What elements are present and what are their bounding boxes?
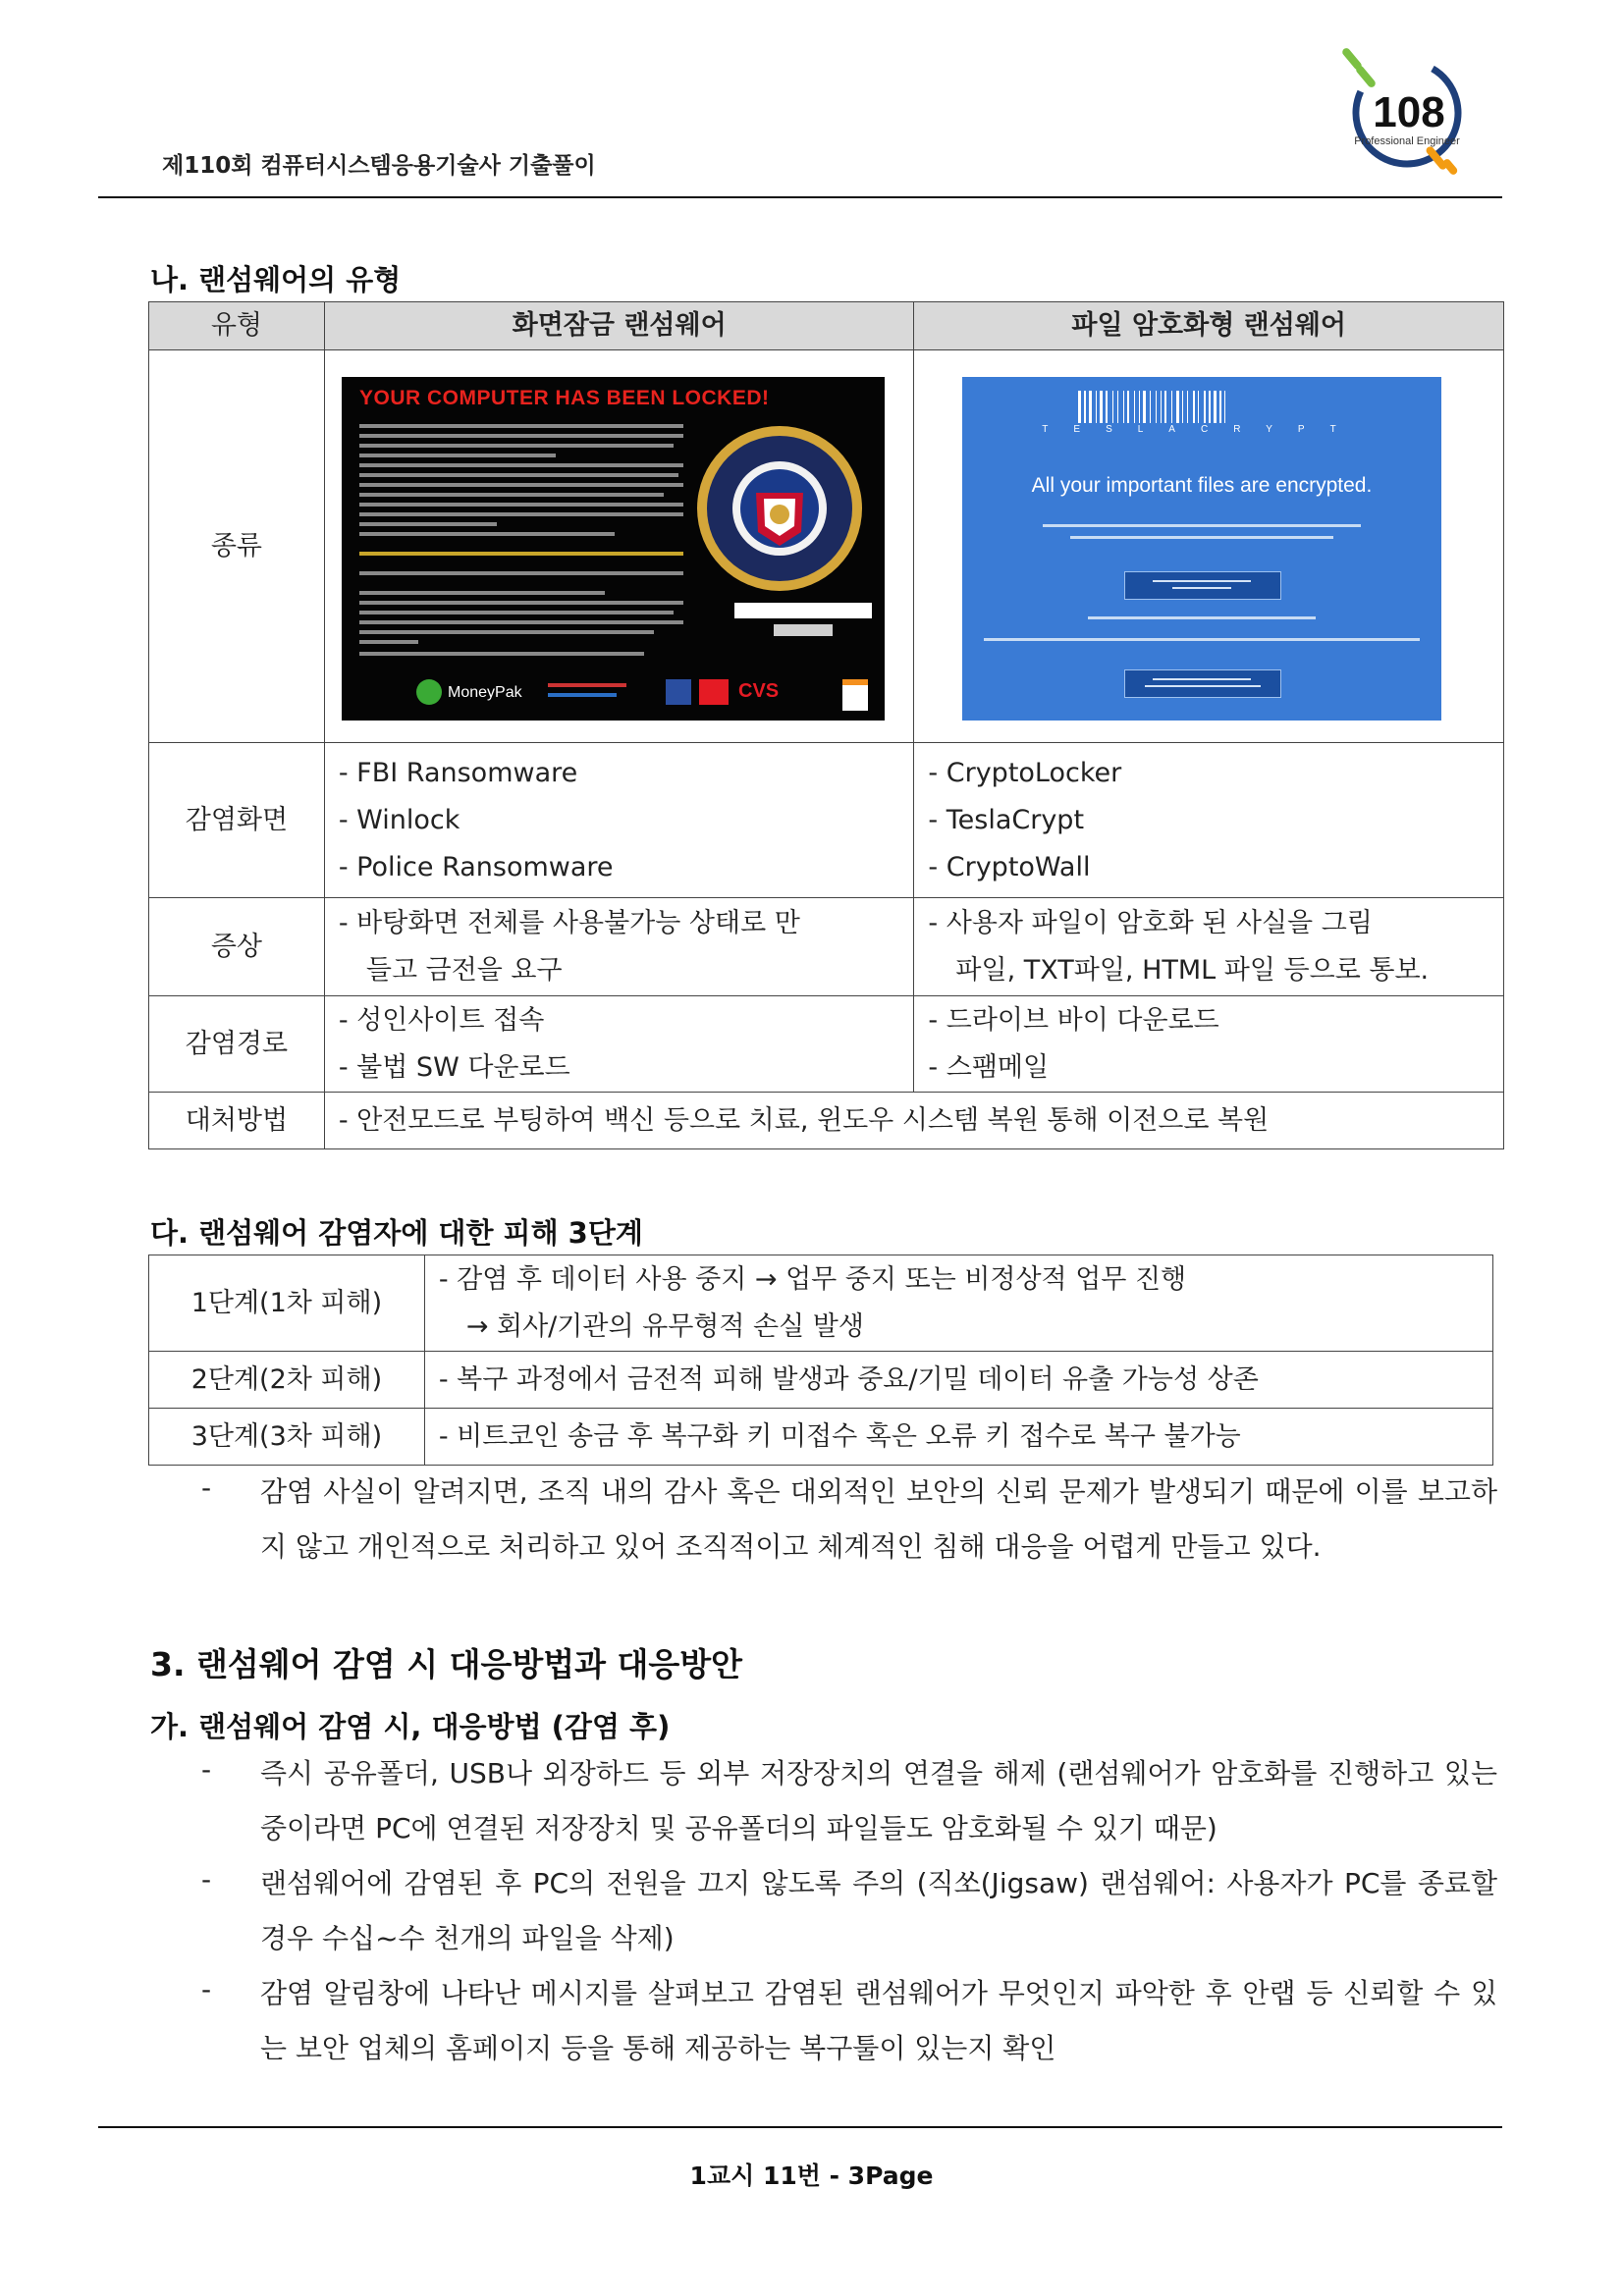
- cell-route-encrypt: [914, 996, 1504, 1093]
- logo: [1330, 34, 1483, 182]
- response-item: 즉시 공유폴더, USB나 외장하드 등 외부 저장장치의 연결을 해제 (랜섬웨어가 암호화를 진행하고 있는 중이라면 PC에 연결된 저장장치 및 공유폴더의 파일들도 암호화될 수 있기 때문): [260, 1757, 1497, 1844]
- teslacrypt-screenshot: [962, 377, 1441, 721]
- text-line: - 감염 후 데이터 사용 중지 → 업무 중지 또는 비정상적 업무 진행: [438, 1263, 1187, 1295]
- section-heading-types: 나. 랜섬웨어의 유형: [150, 263, 402, 296]
- text-line: 파일, TXT파일, HTML 파일 등으로 통보.: [955, 954, 1430, 986]
- list-item: - Winlock: [338, 804, 460, 835]
- text-line: - 성인사이트 접속: [338, 1004, 545, 1036]
- text-line: - 드라이브 바이 다운로드: [928, 1004, 1219, 1036]
- document-header-title: 제110회 컴퓨터시스템응용기술사 기출풀이: [162, 153, 596, 179]
- cell-infection-lock: [324, 743, 914, 898]
- purchase-key-bitcoin-button: [1124, 571, 1281, 600]
- row-label-symptom: 증상: [149, 898, 325, 996]
- bullet-dash: -: [201, 1471, 212, 1504]
- section-heading-response: 3. 랜섬웨어 감염 시 대응방법과 대응방안: [150, 1645, 742, 1683]
- stage-description: [424, 1255, 1492, 1352]
- text-line: 들고 금전을 요구: [365, 954, 563, 986]
- moneypak-label: MoneyPak: [448, 684, 522, 701]
- list-item: - CryptoLocker: [928, 757, 1122, 788]
- footer-divider: [98, 2126, 1502, 2128]
- logo-caption: Professional Engineer: [1354, 135, 1460, 147]
- header-divider: [98, 196, 1502, 198]
- stage-description: - 복구 과정에서 금전적 피해 발생과 중요/기밀 데이터 유출 가능성 상존: [424, 1352, 1492, 1409]
- subsection-heading-response-method: 가. 랜섬웨어 감염 시, 대응방법 (감염 후): [150, 1710, 671, 1743]
- cell-infection-encrypt: [914, 743, 1504, 898]
- cell-response: - 안전모드로 부팅하여 백신 등으로 치료, 윈도우 시스템 복원 통해 이전으로 복원: [324, 1093, 1503, 1149]
- purchase-key-paypal-button: [1124, 669, 1281, 698]
- text-line: - 불법 SW 다운로드: [338, 1051, 570, 1083]
- section-heading-damage: 다. 랜섬웨어 감염자에 대한 피해 3단계: [150, 1216, 643, 1250]
- bullet-dash: -: [201, 1753, 212, 1786]
- header-screen-lock: 화면잠금 랜섬웨어: [324, 302, 914, 350]
- header-type: 유형: [149, 302, 325, 350]
- text-line: - 스팸메일: [928, 1051, 1050, 1083]
- text-line: - 사용자 파일이 암호화 된 사실을 그림: [928, 907, 1373, 938]
- list-item: - TeslaCrypt: [928, 804, 1085, 835]
- fbi-lock-screenshot: [342, 377, 885, 721]
- cell-route-lock: [324, 996, 914, 1093]
- row-label-infection-screen: 감염화면: [149, 743, 325, 898]
- barcode-icon: [1078, 391, 1324, 423]
- cell-symptom-encrypt: [914, 898, 1504, 996]
- logo-number: 108: [1373, 88, 1445, 136]
- cell-symptom-lock: [324, 898, 914, 996]
- list-item: - FBI Ransomware: [338, 757, 578, 788]
- row-label-type: 종류: [149, 350, 325, 743]
- damage-stages-table: [148, 1255, 1493, 1466]
- fbi-seal-icon: [695, 424, 864, 593]
- stage-label: 1단계(1차 피해): [149, 1255, 425, 1352]
- cvs-label: CVS: [738, 680, 780, 702]
- header-file-encrypt: 파일 암호화형 랜섬웨어: [914, 302, 1504, 350]
- list-item: - Police Ransomware: [338, 851, 614, 882]
- response-item: 랜섬웨어에 감염된 후 PC의 전원을 끄지 않도록 주의 (직쏘(Jigsaw) 랜섬웨어: 사용자가 PC를 종료할 경우 수십~수 천개의 파일을 삭제): [260, 1867, 1497, 1954]
- lock-screen-title: YOUR COMPUTER HAS BEEN LOCKED!: [359, 387, 770, 409]
- stage-label: 3단계(3차 피해): [149, 1409, 425, 1466]
- logo-graphic: [1330, 34, 1483, 182]
- moneypak-logo-icon: [414, 677, 444, 707]
- teslacrypt-brand: TESLACRYPT: [1042, 424, 1362, 435]
- encrypted-message: All your important files are encrypted.: [1031, 474, 1373, 497]
- stage-description: - 비트코인 송금 후 복구화 키 미접수 혹은 오류 키 접수로 복구 불가능: [424, 1409, 1492, 1466]
- bullet-dash: -: [201, 1863, 212, 1896]
- text-line: - 바탕화면 전체를 사용불가능 상태로 만: [338, 907, 800, 938]
- row-label-route: 감염경로: [149, 996, 325, 1093]
- stage-label: 2단계(2차 피해): [149, 1352, 425, 1409]
- page-footer: 1교시 11번 - 3Page: [689, 2162, 934, 2190]
- bullet-dash: -: [201, 1973, 212, 2005]
- damage-note: 감염 사실이 알려지면, 조직 내의 감사 혹은 대외적인 보안의 신뢰 문제가 발생되기 때문에 이를 보고하지 않고 개인적으로 처리하고 있어 조직적이고 체계적인 침해 대응을 어렵게 만들고 있다.: [260, 1475, 1497, 1563]
- response-item: 감염 알림창에 나타난 메시지를 살펴보고 감염된 랜섬웨어가 무엇인지 파악한 후 안랩 등 신뢰할 수 있는 보안 업체의 홈페이지 등을 통해 제공하는 복구툴이 있는지 확인: [260, 1977, 1497, 2064]
- text-line: → 회사/기관의 유무형적 손실 발생: [465, 1310, 864, 1342]
- row-label-response: 대처방법: [149, 1093, 325, 1149]
- list-item: - CryptoWall: [928, 851, 1091, 882]
